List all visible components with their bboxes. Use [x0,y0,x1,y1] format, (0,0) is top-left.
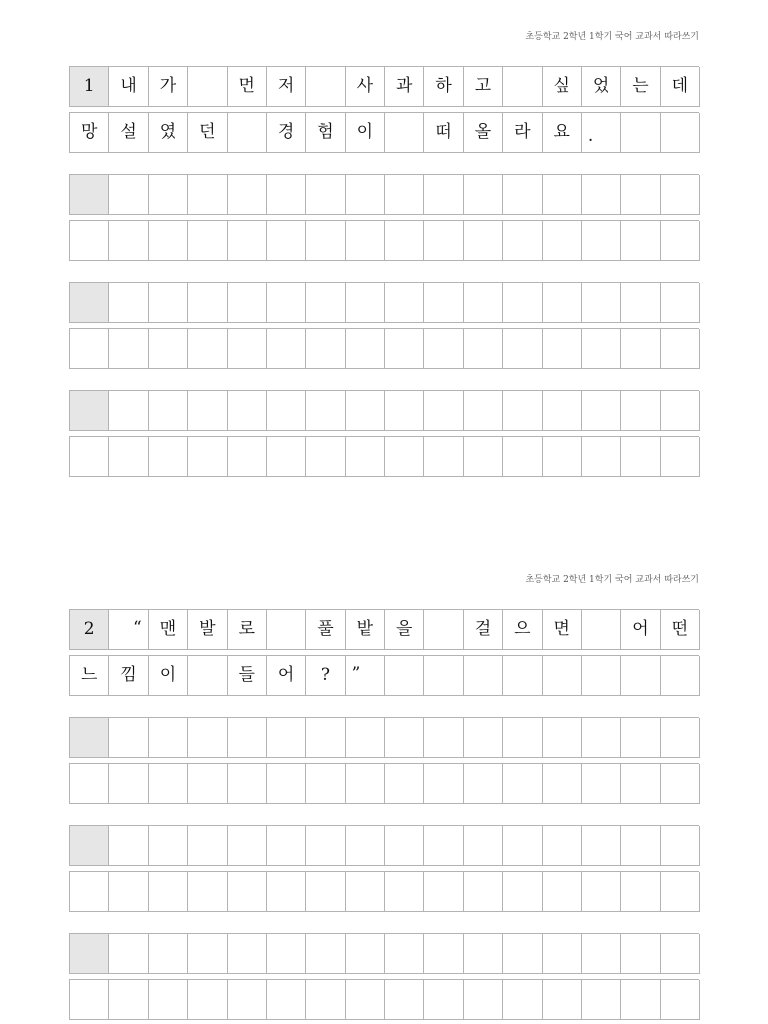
grid-cell[interactable] [621,221,660,261]
grid-cell[interactable] [385,329,424,369]
grid-cell[interactable] [228,437,267,477]
grid-cell[interactable] [543,872,582,912]
grid-cell[interactable] [424,934,463,974]
grid-cell[interactable] [109,437,148,477]
grid-cell: ? [306,656,345,696]
grid-cell[interactable] [385,718,424,758]
grid-cell[interactable] [70,329,109,369]
grid-cell[interactable] [582,872,621,912]
grid-cell[interactable] [188,175,227,215]
grid-cell[interactable] [464,872,503,912]
grid-cell[interactable] [188,872,227,912]
grid-cell[interactable] [464,391,503,431]
grid-cell [306,67,345,107]
practice-row-3 [69,825,699,866]
grid-cell: 요 [543,113,582,153]
grid-cell: 던 [188,113,227,153]
practice-row-1 [69,717,699,758]
grid-cell: 떤 [661,610,700,650]
grid-cell[interactable] [306,175,345,215]
grid-cell [464,656,503,696]
grid-cell[interactable] [582,329,621,369]
grid-cell: . [582,113,621,153]
grid-cell: 떠 [424,113,463,153]
grid-cell: 낌 [109,656,148,696]
sentence-number-cell[interactable] [70,718,109,758]
grid-cell[interactable] [306,934,345,974]
grid-cell[interactable] [149,934,188,974]
grid-cell[interactable] [385,872,424,912]
grid-cell: 라 [503,113,542,153]
grid-cell[interactable] [149,283,188,323]
grid-cell[interactable] [385,934,424,974]
grid-cell[interactable] [503,980,542,1020]
grid-cell[interactable] [149,764,188,804]
grid-cell[interactable] [543,764,582,804]
grid-cell: 걸 [464,610,503,650]
grid-cell[interactable] [543,221,582,261]
grid-cell[interactable] [621,718,660,758]
grid-cell[interactable] [543,826,582,866]
practice-row-3 [69,282,699,323]
grid-cell[interactable] [149,718,188,758]
grid-cell[interactable] [346,718,385,758]
grid-cell[interactable] [582,934,621,974]
grid-cell[interactable] [582,391,621,431]
grid-cell[interactable] [306,980,345,1020]
grid-cell[interactable] [621,437,660,477]
sentence-number-cell[interactable] [70,283,109,323]
grid-cell[interactable] [267,826,306,866]
grid-cell[interactable] [346,175,385,215]
grid-cell [543,656,582,696]
grid-cell[interactable] [149,221,188,261]
grid-cell[interactable] [306,283,345,323]
grid-cell[interactable] [543,980,582,1020]
grid-cell: 면 [543,610,582,650]
grid-cell[interactable] [267,391,306,431]
grid-cell[interactable] [267,764,306,804]
grid-cell[interactable] [306,329,345,369]
grid-cell [582,656,621,696]
grid-cell[interactable] [267,329,306,369]
grid-cell[interactable] [385,221,424,261]
grid-cell: 험 [306,113,345,153]
worksheet-header-2: 초등학교 2학년 1학기 국어 교과서 따라쓰기 [525,575,699,585]
grid-cell[interactable] [228,221,267,261]
grid-cell[interactable] [70,221,109,261]
grid-cell[interactable] [661,872,700,912]
grid-cell[interactable] [188,826,227,866]
grid-cell[interactable] [661,764,700,804]
grid-cell: 하 [424,67,463,107]
grid-cell[interactable] [582,437,621,477]
grid-cell: 데 [661,67,700,107]
grid-cell[interactable] [385,980,424,1020]
grid-cell: 사 [346,67,385,107]
grid-cell[interactable] [582,221,621,261]
grid-cell[interactable] [621,826,660,866]
grid-cell[interactable] [543,283,582,323]
grid-cell: 맨 [149,610,188,650]
grid-cell[interactable] [306,718,345,758]
grid-cell[interactable] [543,329,582,369]
practice-row-2 [69,763,699,804]
grid-cell: 었 [582,67,621,107]
grid-cell[interactable] [621,329,660,369]
sentence-number-cell: 1 [70,67,109,107]
grid-cell[interactable] [464,764,503,804]
grid-cell [228,113,267,153]
grid-cell [385,113,424,153]
grid-cell[interactable] [346,934,385,974]
grid-cell[interactable] [149,391,188,431]
grid-cell: 이 [346,113,385,153]
grid-cell[interactable] [543,934,582,974]
grid-cell[interactable] [70,872,109,912]
grid-cell[interactable] [306,826,345,866]
grid-cell[interactable] [424,175,463,215]
grid-cell: 들 [228,656,267,696]
grid-cell: 으 [503,610,542,650]
grid-cell[interactable] [109,872,148,912]
grid-cell[interactable] [621,934,660,974]
grid-cell[interactable] [228,718,267,758]
practice-row-6 [69,979,699,1020]
grid-cell[interactable] [149,437,188,477]
grid-cell: 발 [188,610,227,650]
grid-cell[interactable] [503,437,542,477]
grid-cell[interactable] [306,872,345,912]
grid-cell[interactable] [149,329,188,369]
grid-cell [424,656,463,696]
model-row-2 [69,112,699,153]
grid-cell[interactable] [188,980,227,1020]
grid-cell[interactable] [582,764,621,804]
grid-cell[interactable] [661,175,700,215]
grid-cell[interactable] [267,175,306,215]
grid-cell[interactable] [621,283,660,323]
grid-cell[interactable] [267,221,306,261]
grid-cell [621,656,660,696]
grid-cell[interactable] [109,980,148,1020]
grid-cell[interactable] [464,175,503,215]
grid-cell[interactable] [503,826,542,866]
grid-cell[interactable] [424,391,463,431]
grid-cell[interactable] [424,283,463,323]
grid-cell: 로 [228,610,267,650]
grid-cell[interactable] [228,329,267,369]
grid-cell: 이 [149,656,188,696]
grid-cell: 먼 [228,67,267,107]
grid-cell[interactable] [582,718,621,758]
grid-cell[interactable] [503,764,542,804]
grid-cell[interactable] [661,329,700,369]
grid-cell[interactable] [424,221,463,261]
grid-cell[interactable] [109,934,148,974]
grid-cell[interactable] [661,283,700,323]
grid-cell[interactable] [503,329,542,369]
grid-cell[interactable] [503,718,542,758]
grid-cell[interactable] [621,175,660,215]
grid-cell: 저 [267,67,306,107]
grid-cell [582,610,621,650]
grid-cell[interactable] [424,437,463,477]
grid-cell[interactable] [188,934,227,974]
grid-cell[interactable] [385,764,424,804]
grid-cell[interactable] [228,764,267,804]
grid-cell[interactable] [503,221,542,261]
sentence-number-cell[interactable] [70,175,109,215]
grid-cell[interactable] [582,283,621,323]
grid-cell: 경 [267,113,306,153]
sentence-number-cell[interactable] [70,934,109,974]
grid-cell [503,656,542,696]
grid-cell[interactable] [661,718,700,758]
grid-cell[interactable] [385,437,424,477]
practice-row-4 [69,328,699,369]
grid-cell[interactable] [661,391,700,431]
grid-cell[interactable] [109,718,148,758]
grid-cell[interactable] [228,980,267,1020]
practice-row-4 [69,871,699,912]
grid-cell[interactable] [582,980,621,1020]
grid-cell [424,610,463,650]
grid-cell: 망 [70,113,109,153]
grid-cell[interactable] [424,826,463,866]
grid-cell[interactable] [424,329,463,369]
grid-cell[interactable] [306,391,345,431]
grid-cell[interactable] [109,764,148,804]
grid-cell[interactable] [464,934,503,974]
grid-cell[interactable] [188,283,227,323]
grid-cell[interactable] [661,934,700,974]
grid-cell[interactable] [385,283,424,323]
grid-cell[interactable] [267,283,306,323]
grid-cell[interactable] [424,764,463,804]
grid-cell[interactable] [267,934,306,974]
grid-cell [503,67,542,107]
grid-cell[interactable] [109,221,148,261]
grid-cell[interactable] [503,872,542,912]
grid-cell [385,656,424,696]
grid-cell[interactable] [228,283,267,323]
practice-row-5 [69,390,699,431]
grid-cell[interactable] [346,437,385,477]
grid-cell: 가 [149,67,188,107]
grid-cell[interactable] [385,826,424,866]
grid-cell[interactable] [661,980,700,1020]
practice-row-6 [69,436,699,477]
practice-row-5 [69,933,699,974]
worksheet-header-1: 초등학교 2학년 1학기 국어 교과서 따라쓰기 [525,32,699,42]
grid-cell[interactable] [346,826,385,866]
grid-cell: 였 [149,113,188,153]
grid-cell[interactable] [109,391,148,431]
grid-cell: 어 [267,656,306,696]
sentence-number-cell: 2 [70,610,109,650]
grid-cell[interactable] [346,872,385,912]
grid-cell[interactable] [346,391,385,431]
grid-cell[interactable] [385,391,424,431]
grid-cell[interactable] [70,437,109,477]
grid-cell: 싶 [543,67,582,107]
grid-cell: 어 [621,610,660,650]
grid-cell[interactable] [385,175,424,215]
grid-cell[interactable] [267,872,306,912]
grid-cell[interactable] [228,934,267,974]
grid-cell[interactable] [543,175,582,215]
grid-cell[interactable] [188,437,227,477]
grid-cell[interactable] [424,980,463,1020]
grid-cell [188,67,227,107]
grid-cell[interactable] [109,283,148,323]
grid-cell[interactable] [70,980,109,1020]
grid-cell: 설 [109,113,148,153]
grid-cell: 고 [464,67,503,107]
grid-cell[interactable] [188,221,227,261]
grid-cell[interactable] [503,391,542,431]
grid-cell: 내 [109,67,148,107]
grid-cell[interactable] [149,872,188,912]
grid-cell[interactable] [621,764,660,804]
grid-cell[interactable] [228,175,267,215]
grid-cell[interactable] [582,175,621,215]
grid-cell: 을 [385,610,424,650]
grid-cell[interactable] [188,329,227,369]
practice-row-2 [69,220,699,261]
sentence-number-cell[interactable] [70,391,109,431]
grid-cell[interactable] [464,826,503,866]
grid-cell[interactable] [464,980,503,1020]
grid-cell[interactable] [188,764,227,804]
grid-cell[interactable] [543,718,582,758]
grid-cell[interactable] [503,283,542,323]
grid-cell[interactable] [464,437,503,477]
grid-cell [621,113,660,153]
grid-cell: 올 [464,113,503,153]
grid-cell[interactable] [306,764,345,804]
grid-cell[interactable] [621,980,660,1020]
grid-cell: 는 [621,67,660,107]
grid-cell[interactable] [188,718,227,758]
grid-cell[interactable] [661,437,700,477]
grid-cell[interactable] [464,221,503,261]
grid-cell[interactable] [267,980,306,1020]
sentence-number-cell[interactable] [70,826,109,866]
grid-cell: “ [109,610,148,650]
grid-cell[interactable] [464,329,503,369]
grid-cell[interactable] [503,175,542,215]
grid-cell: 밭 [346,610,385,650]
grid-cell[interactable] [464,718,503,758]
grid-cell[interactable] [228,872,267,912]
practice-row-1 [69,174,699,215]
grid-cell[interactable] [621,872,660,912]
grid-cell[interactable] [503,934,542,974]
grid-cell[interactable] [306,437,345,477]
grid-cell [661,113,700,153]
grid-cell [661,656,700,696]
grid-cell: 풀 [306,610,345,650]
grid-cell[interactable] [267,437,306,477]
grid-cell[interactable] [109,826,148,866]
grid-cell[interactable] [149,980,188,1020]
grid-cell: 과 [385,67,424,107]
grid-cell[interactable] [306,221,345,261]
grid-cell[interactable] [267,718,306,758]
grid-cell [188,656,227,696]
model-row-2 [69,655,699,696]
grid-cell[interactable] [424,872,463,912]
grid-cell[interactable] [228,826,267,866]
grid-cell[interactable] [109,175,148,215]
grid-cell[interactable] [188,391,227,431]
grid-cell: ” [346,656,385,696]
grid-cell[interactable] [70,764,109,804]
grid-cell[interactable] [149,826,188,866]
grid-cell[interactable] [621,391,660,431]
grid-cell [267,610,306,650]
grid-cell[interactable] [228,391,267,431]
grid-cell[interactable] [464,283,503,323]
grid-cell[interactable] [346,980,385,1020]
grid-cell[interactable] [109,329,148,369]
grid-cell[interactable] [661,221,700,261]
grid-cell[interactable] [661,826,700,866]
grid-cell: 느 [70,656,109,696]
grid-cell[interactable] [346,221,385,261]
grid-cell[interactable] [582,826,621,866]
grid-cell[interactable] [346,329,385,369]
grid-cell[interactable] [346,283,385,323]
grid-cell[interactable] [543,391,582,431]
model-row-1 [69,609,699,650]
grid-cell[interactable] [543,437,582,477]
grid-cell[interactable] [424,718,463,758]
grid-cell[interactable] [149,175,188,215]
grid-cell[interactable] [346,764,385,804]
model-row-1 [69,66,699,107]
